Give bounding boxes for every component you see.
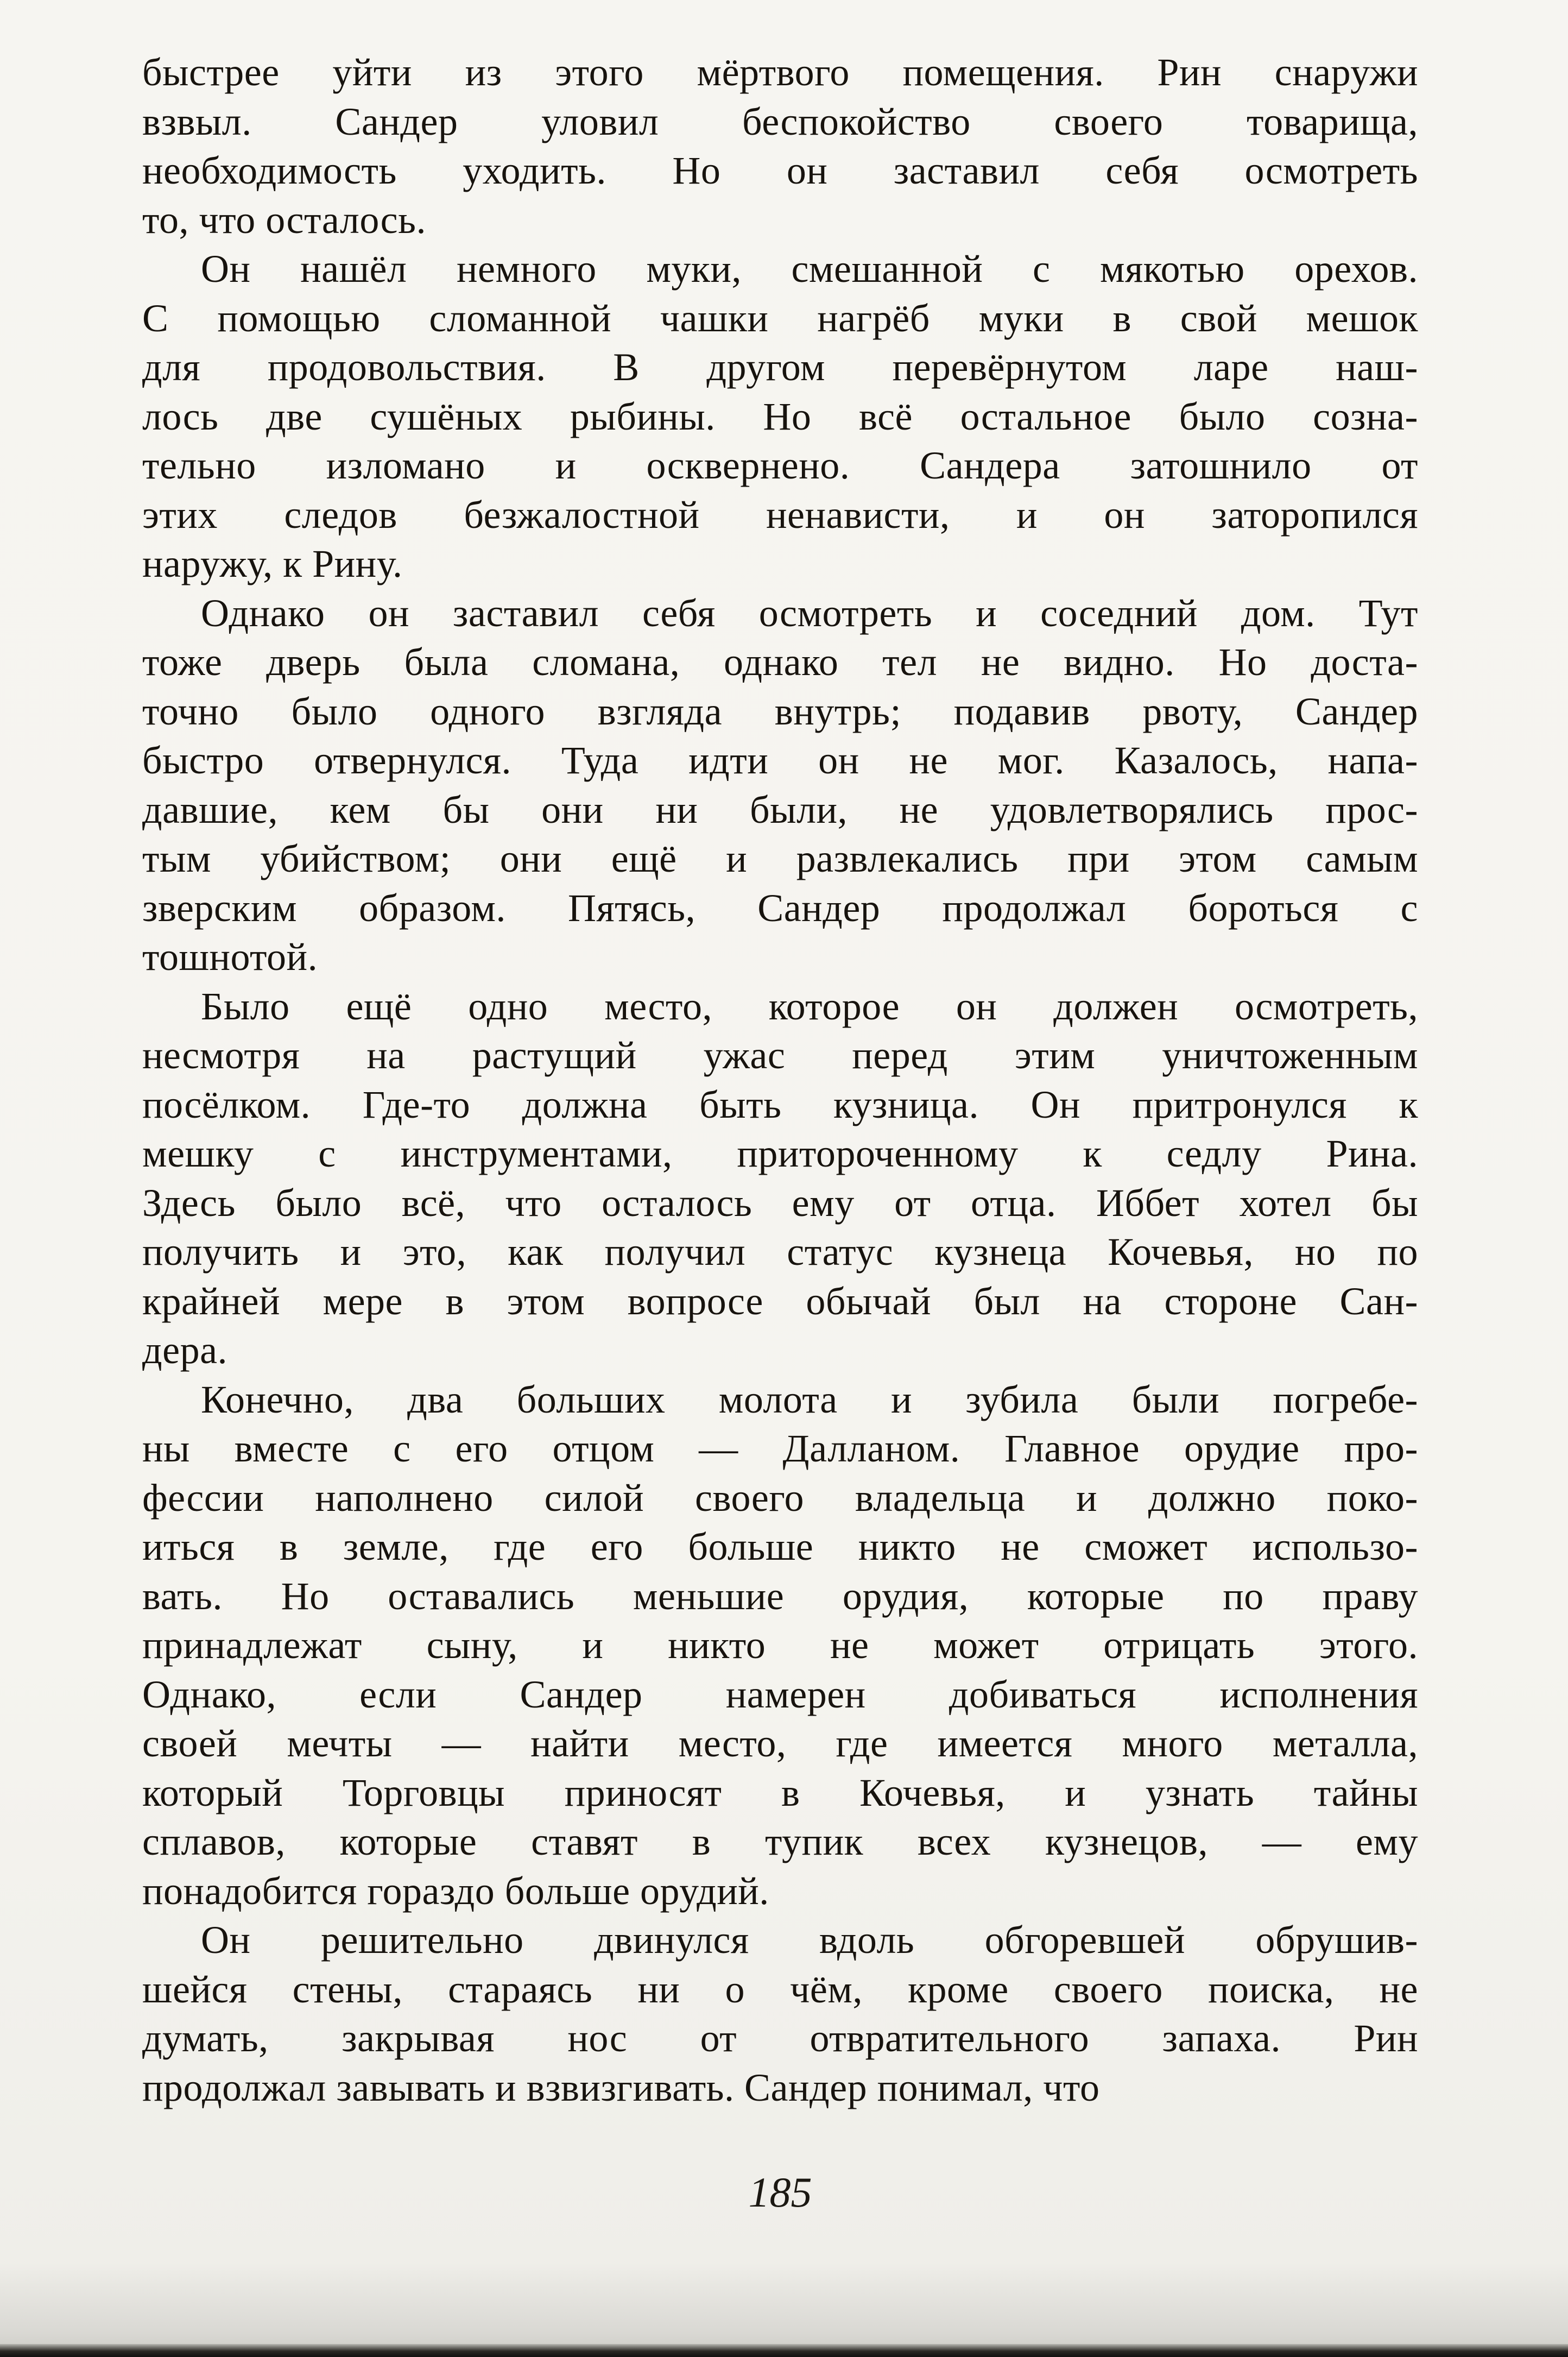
text-line: своей мечты — найти место, где имеется много металла, (142, 1722, 1418, 1765)
paragraph (142, 1375, 1418, 1916)
text-line: необходимость уходить. Но он заставил себя осмотреть (142, 149, 1418, 192)
paragraph (142, 1915, 1418, 2112)
text-line: зверским образом. Пятясь, Сандер продолжал бороться с (142, 886, 1418, 930)
text-line: мешку с инструментами, притороченному к седлу Рина. (142, 1132, 1418, 1175)
text-line: тельно изломано и осквернено. Сандера затошнило от (142, 444, 1418, 487)
paragraph (142, 589, 1418, 982)
text-line: взвыл. Сандер уловил беспокойство своего товарища, (142, 99, 1418, 143)
text-block (142, 48, 1418, 2112)
text-line: Он нашёл немного муки, смешанной с мякотью орехов. (201, 247, 1418, 291)
text-line: тошнотой. (142, 935, 318, 979)
text-line: наружу, к Рину. (142, 542, 403, 585)
text-line: получить и это, как получил статус кузнеца Кочевья, но по (142, 1230, 1418, 1274)
text-line: С помощью сломанной чашки нагрёб муки в свой мешок (142, 296, 1418, 340)
text-line: дера. (142, 1328, 228, 1372)
scan-bottom-edge (0, 2344, 1568, 2357)
text-line: посёлком. Где-то должна быть кузница. Он притронулся к (142, 1082, 1418, 1126)
text-line: вать. Но оставались меньшие орудия, которые по праву (142, 1574, 1418, 1618)
text-line: крайней мере в этом вопросе обычай был на стороне Сан- (142, 1279, 1418, 1323)
page-number: 185 (748, 2169, 812, 2216)
text-line: принадлежат сыну, и никто не может отрицать этого. (142, 1623, 1418, 1667)
text-line: продолжал завывать и взвизгивать. Сандер понимал, что (142, 2065, 1100, 2109)
text-line: иться в земле, где его больше никто не сможет использо- (142, 1525, 1418, 1568)
text-line: то, что осталось. (142, 198, 426, 242)
text-line: этих следов безжалостной ненависти, и он заторопился (142, 493, 1418, 537)
text-line: быстрее уйти из этого мёртвого помещения. Рин снаружи (142, 51, 1418, 94)
text-line: тоже дверь была сломана, однако тел не видно. Но доста- (142, 640, 1418, 684)
paragraph (142, 48, 1418, 244)
text-line: Он решительно двинулся вдоль обгоревшей обрушив- (201, 1918, 1418, 1962)
text-line: сплавов, которые ставят в тупик всех кузнецов, — ему (142, 1820, 1418, 1863)
text-line: быстро отвернулся. Туда идти он не мог. Казалось, напа- (142, 739, 1418, 782)
paragraph (142, 982, 1418, 1375)
text-line: Здесь было всё, что осталось ему от отца. Иббет хотел бы (142, 1181, 1418, 1225)
text-line: Однако, если Сандер намерен добиваться исполнения (142, 1672, 1418, 1716)
text-line: Конечно, два больших молота и зубила были погребе- (201, 1377, 1418, 1421)
text-line: лось две сушёных рыбины. Но всё остальное было созна- (142, 394, 1418, 438)
text-line: который Торговцы приносят в Кочевья, и узнать тайны (142, 1770, 1418, 1814)
text-line: фессии наполнено силой своего владельца и должно поко- (142, 1476, 1418, 1520)
text-line: ны вместе с его отцом — Далланом. Главное орудие про- (142, 1427, 1418, 1470)
text-line: Было ещё одно место, которое он должен осмотреть, (201, 984, 1418, 1028)
text-line: точно было одного взгляда внутрь; подавив рвоту, Сандер (142, 689, 1418, 733)
text-line: думать, закрывая нос от отвратительного запаха. Рин (142, 2016, 1418, 2060)
text-line: для продовольствия. В другом перевёрнутом ларе наш- (142, 345, 1418, 389)
text-line: давшие, кем бы они ни были, не удовлетворялись прос- (142, 787, 1418, 831)
text-line: тым убийством; они ещё и развлекались при этом самым (142, 837, 1418, 880)
text-line: Однако он заставил себя осмотреть и соседний дом. Тут (201, 591, 1418, 635)
paragraph (142, 244, 1418, 589)
text-line: шейся стены, стараясь ни о чём, кроме своего поиска, не (142, 1967, 1418, 2011)
text-line: несмотря на растущий ужас перед этим уничтоженным (142, 1033, 1418, 1077)
text-line: понадобится гораздо больше орудий. (142, 1869, 769, 1913)
